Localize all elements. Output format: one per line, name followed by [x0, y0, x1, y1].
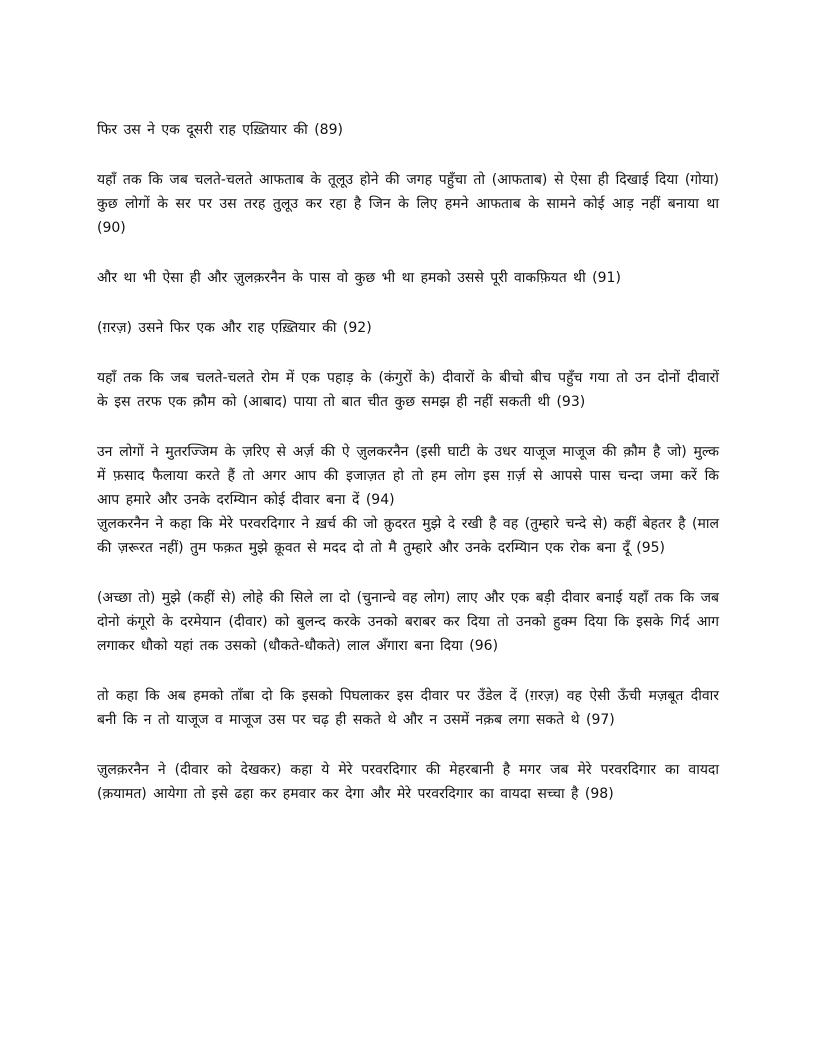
verse-95: ज़ुलकरनैन ने कहा कि मेरे परवरदिगार ने ख़र्च की जो क़ुदरत मुझे दे रखी है वह (तुम्हारे चन्दे से) कहीं बेहतर है (माल की ज़रूरत नहीं) तुम फक़त मुझे क़ूवत से मदद दो तो मै तुम्हारे और उनके दरम्यिान एक रोक बना दूँ (95) — [97, 516, 719, 556]
verse-90: यहाँ तक कि जब चलते-चलते आफताब के तूलूउ होने की जगह पहुँचा तो (आफताब) से ऐसा ही दिखाई दिया (गोया) कुछ लोगों के सर पर उस तरह तुलूउ कर रहा है जिन के लिए हमने आफताब के सामने कोई आड़ नहीं बनाया था (90) — [97, 172, 719, 236]
verse-98: ज़ुलक़रनैन ने (दीवार को देखकर) कहा ये मेरे परवरदिगार की मेहरबानी है मगर जब मेरे परवरदिगार का वायदा (क़यामत) आयेगा तो इसे ढहा कर हमवार कर देगा और मेरे परवरदिगार का वायदा सच्चा है (98) — [97, 762, 719, 802]
document-body — [97, 118, 719, 832]
verse-89: फिर उस ने एक दूसरी राह एख़्तियार की (89) — [97, 122, 343, 138]
verse-97: तो कहा कि अब हमको ताँबा दो कि इसको पिघलाकर इस दीवार पर उँडेल दें (ग़रज़) वह ऐसी ऊँची मज़बूत दीवार बनी कि न तो याजूज व माजूज उस पर चढ़ ही सकते थे और न उसमें नक़ब लगा सकते थे (97) — [97, 688, 719, 728]
verse-92: (ग़रज़) उसने फिर एक और राह एख़्तियार की (92) — [97, 320, 372, 336]
verse-94: उन लोगों ने मुतरज्जिम के ज़रिए से अर्ज़ की ऐ ज़ुलकरनैन (इसी घाटी के उधर याजूज माजूज की क़ौम है जो) मुल्क में फ़साद फैलाया करते हैं तो अगर आप की इजाज़त हो तो हम लोग इस ग़र्ज़ से आपसे पास चन्दा जमा करें कि आप हमारे और उनके दरम्यिान कोई दीवार बना दें (94) — [97, 444, 719, 508]
verse-91: और था भी ऐसा ही और ज़ुलक़रनैन के पास वो कुछ भी था हमको उससे पूरी वाकफ़ियत थी (91) — [97, 270, 621, 286]
verse-96: (अच्छा तो) मुझे (कहीं से) लोहे की सिले ला दो (चुनान्चे वह लोग) लाए और एक बड़ी दीवार बनाई यहाँ तक कि जब दोनो कंगूरो के दरमेयान (दीवार) को बुलन्द करके उनको बराबर कर दिया तो उनको हुक्म दिया कि इसके गिर्द आग लगाकर धौको यहां तक उसको (धौकते-धौकते) लाल अँगारा बना दिया (96) — [97, 590, 719, 654]
verse-93: यहाँ तक कि जब चलते-चलते रोम में एक पहाड़ के (कंगुरों के) दीवारों के बीचो बीच पहुँच गया तो उन दोनों दीवारों के इस तरफ एक क़ौम को (आबाद) पाया तो बात चीत कुछ समझ ही नहीं सकती थी (93) — [97, 370, 719, 410]
